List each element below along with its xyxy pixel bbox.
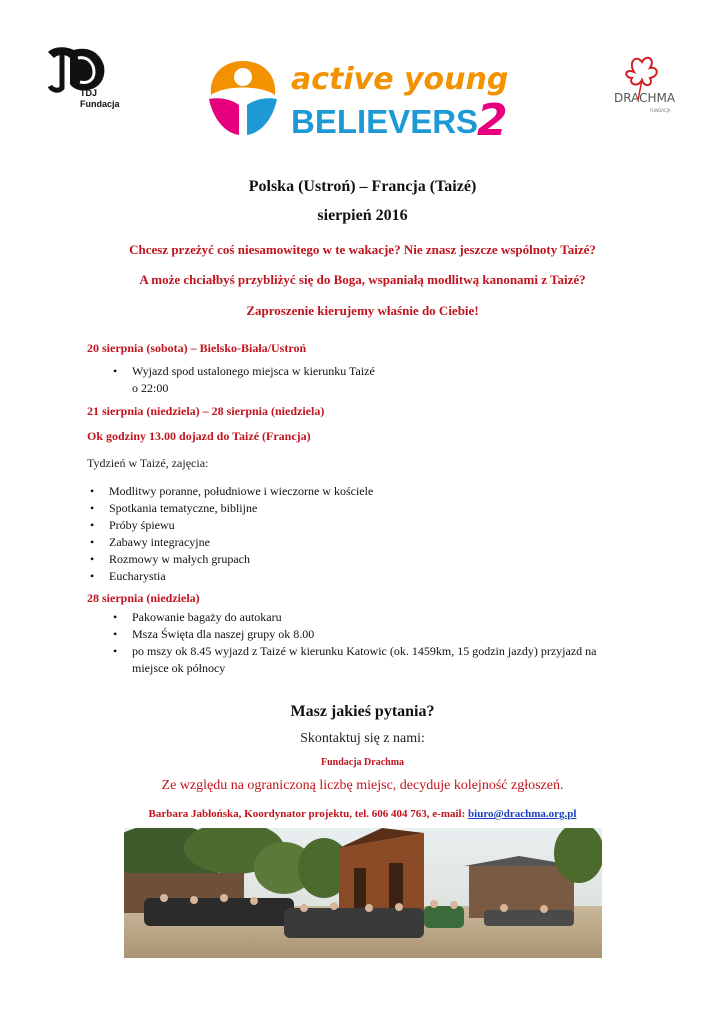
intro-line-2: A może chciałbyś przybliżyć się do Boga, wspaniałą modlitwą kanonami z Taizé?	[139, 272, 586, 287]
intro-line-1: Chcesz przeżyć coś niesamowitego w te wakacje? Nie znasz jeszcze wspólnoty Taizé?	[129, 242, 596, 257]
logo-line1: active young	[291, 62, 509, 97]
drachma-name: DRACHMA	[614, 91, 676, 105]
list-item: miejsce ok północy	[132, 661, 226, 675]
day1-heading: 20 sierpnia (sobota) – Bielsko-Biała/Ustroń	[87, 341, 307, 355]
day2-heading: 21 sierpnia (niedziela) – 28 sierpnia (niedziela)	[87, 404, 325, 418]
day3-heading: 28 sierpnia (niedziela)	[87, 591, 200, 605]
bullet-icon: •	[113, 627, 118, 641]
activities-list	[87, 483, 587, 585]
page-title: Polska (Ustroń) – Francja (Taizé)	[248, 178, 477, 195]
questions-heading: Masz jakieś pytania?	[290, 703, 435, 720]
logo-number: 2	[477, 95, 508, 140]
foundation-name: Fundacja Drachma	[320, 757, 405, 768]
list-item: • Zabawy integracyjne	[90, 535, 210, 549]
group-photo	[124, 828, 602, 958]
bullet-icon: •	[90, 552, 95, 566]
bullet-icon: •	[90, 501, 95, 515]
list-item: • Modlitwy poranne, południowe i wieczorne w kościele	[90, 484, 374, 498]
tdj-label	[80, 88, 120, 110]
bullet-icon: •	[113, 364, 118, 378]
bullet-icon: •	[90, 569, 95, 583]
bullet-icon: •	[90, 484, 95, 498]
list-item: • Msza Święta dla naszej grupy ok 8.00	[113, 627, 315, 641]
contact-line: Skontaktuj się z nami:	[300, 731, 425, 746]
bullet-icon: •	[90, 535, 95, 549]
coordinator-text: Barbara Jabłońska, Koordynator projektu, tel. 606 404 763, e-mail:	[148, 808, 469, 820]
list-item: • Próby śpiewu	[90, 518, 175, 532]
tdj-label-1: TDJ	[80, 88, 98, 98]
week-label: Tydzień w Taizé, zajęcia:	[87, 456, 209, 470]
logo-line2: BELIEVERS	[291, 103, 479, 140]
tdj-label-2: Fundacja	[80, 99, 120, 109]
page-date: sierpień 2016	[317, 207, 408, 224]
day1-list	[110, 363, 510, 397]
bullet-icon: •	[113, 610, 118, 624]
coordinator-line	[0, 808, 725, 820]
active-young-believers-logo	[205, 55, 525, 140]
list-item: • po mszy ok 8.45 wyjazd z Taizé w kierunku Katowic (ok. 1459km, 15 godzin jazdy) przyjazd na	[113, 644, 597, 658]
day2-arrival: Ok godziny 13.00 dojazd do Taizé (Francja)	[87, 429, 311, 443]
order-note: Ze względu na ograniczoną liczbę miejsc, decyduje kolejność zgłoszeń.	[161, 778, 564, 793]
drachma-logo	[610, 50, 690, 120]
drachma-sub: FUNDACJA	[650, 108, 671, 113]
day3-list	[110, 609, 670, 677]
list-item: • Spotkania tematyczne, biblijne	[90, 501, 258, 515]
bullet-icon: •	[113, 644, 118, 658]
bullet-icon: •	[90, 518, 95, 532]
list-item: • Eucharystia	[90, 569, 166, 583]
list-item: • Rozmowy w małych grupach	[90, 552, 250, 566]
email-link[interactable]: biuro@drachma.org.pl	[468, 808, 577, 820]
intro-line-3: Zaproszenie kierujemy właśnie do Ciebie!	[246, 303, 479, 318]
list-item: o 22:00	[132, 381, 169, 395]
list-item: • Pakowanie bagaży do autokaru	[113, 610, 282, 624]
list-item: • Wyjazd spod ustalonego miejsca w kierunku Taizé	[113, 364, 375, 378]
